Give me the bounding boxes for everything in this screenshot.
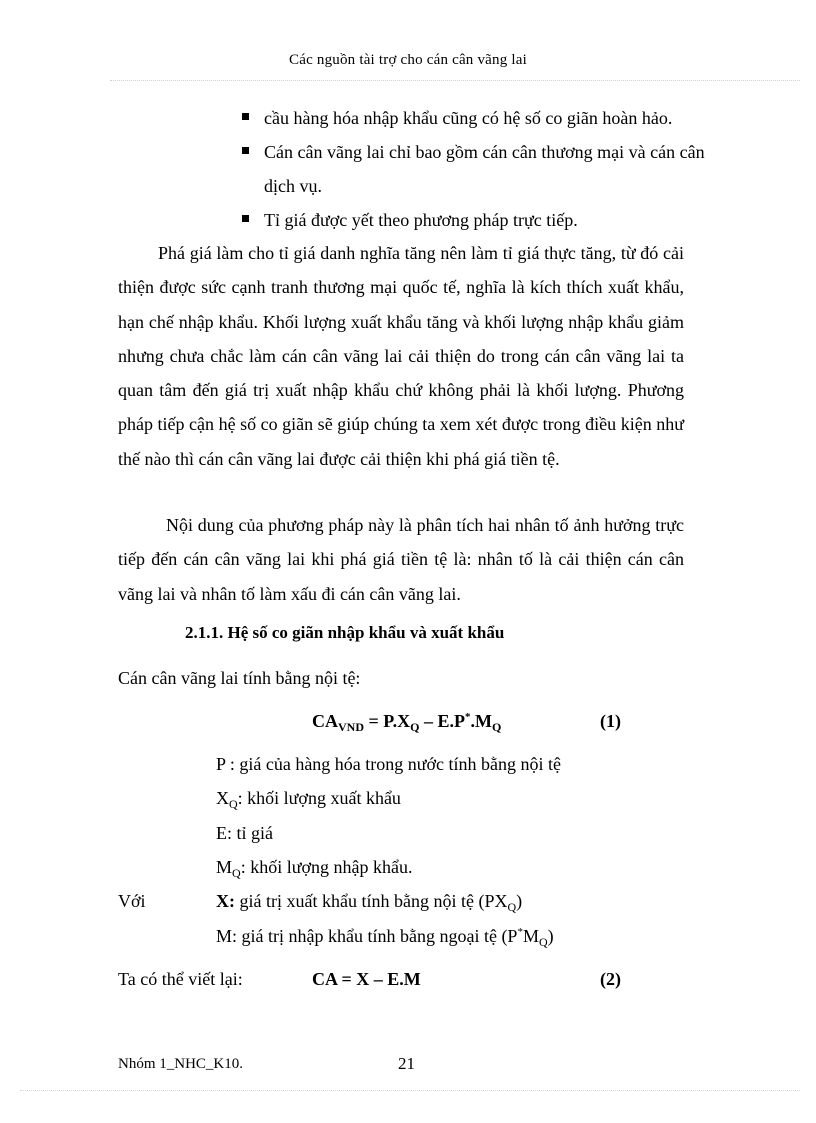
bullet-text: Cán cân vãng lai chỉ bao gồm cán cân thương mại và cán cân dịch vụ. — [264, 142, 705, 196]
square-bullet-icon — [242, 113, 249, 120]
definition-mq: $M_Q$: khối lượng nhập khẩu. — [216, 857, 413, 880]
footer-divider — [20, 1090, 800, 1091]
definition-xq: $X_Q$: khối lượng xuất khẩu — [216, 788, 401, 811]
definition-x: X: giá trị xuất khẩu tính bằng nội tệ $(PX_Q)$ — [216, 891, 523, 914]
header-divider — [110, 80, 800, 81]
paragraph-method-content: Nội dung của phương pháp này là phân tích hai nhân tố ảnh hưởng trực tiếp đến cán cân vãng lai khi phá giá tiền tệ là: nhân tố là cải thiện cán cân vãng lai và nhân tố làm xấu đi cán cân vãng lai. — [118, 515, 684, 604]
definition-m: M: giá trị nhập khẩu tính bằng ngoại tệ $(P^*M_Q)$ — [216, 926, 554, 949]
paragraph-devaluation: Phá giá làm cho tỉ giá danh nghĩa tăng nên làm tỉ giá thực tăng, từ đó cải thiện được sức cạnh tranh thương mại quốc tế, nghĩa là kích thích xuất khẩu, hạn chế nhập khẩu. Khối lượng xuất khẩu tăng và khối lượng nhập khẩu giảm nhưng chưa chắc làm cán cân vãng lai cải thiện do trong cán cân vãng lai ta quan tâm đến giá trị xuất nhập khẩu chứ không phải là khối lượng. Phương pháp tiếp cận hệ số co giãn sẽ giúp chúng ta xem xét được trong điều kiện như thế nào thì cán cân vãng lai được cải thiện khi phá giá tiền tệ. — [118, 243, 684, 469]
intro-line: Cán cân vãng lai tính bằng nội tệ: — [118, 668, 361, 688]
bullet-list — [240, 101, 710, 237]
square-bullet-icon — [242, 147, 249, 154]
bullet-item — [240, 203, 710, 237]
page-number: 21 — [398, 1054, 415, 1073]
equation-1-number: (1) — [600, 711, 621, 731]
section-heading: 2.1.1. Hệ số co giãn nhập khẩu và xuất khẩu — [185, 623, 505, 642]
bullet-text: cầu hàng hóa nhập khẩu cũng có hệ số co giãn hoàn hảo. — [264, 108, 673, 128]
square-bullet-icon — [242, 215, 249, 222]
equation-2: CA = X – E.M — [312, 969, 421, 989]
equation-2-number: (2) — [600, 969, 621, 989]
bullet-item — [240, 101, 710, 135]
definition-p: P : giá của hàng hóa trong nước tính bằng nội tệ — [216, 754, 562, 774]
rewrite-lead: Ta có thể viết lại: — [118, 969, 243, 989]
running-header: Các nguồn tài trợ cho cán cân vãng lai — [289, 52, 527, 68]
with-label: Với — [118, 891, 146, 911]
footer-group-label: Nhóm 1_NHC_K10. — [118, 1056, 244, 1072]
bullet-item — [240, 135, 710, 203]
equation-1: $CA_{VND} = P.X_Q - E.P^*.M_Q$ — [312, 711, 502, 734]
bullet-text: Tỉ giá được yết theo phương pháp trực tiếp. — [264, 210, 578, 230]
definition-e: E: tỉ giá — [216, 823, 273, 843]
